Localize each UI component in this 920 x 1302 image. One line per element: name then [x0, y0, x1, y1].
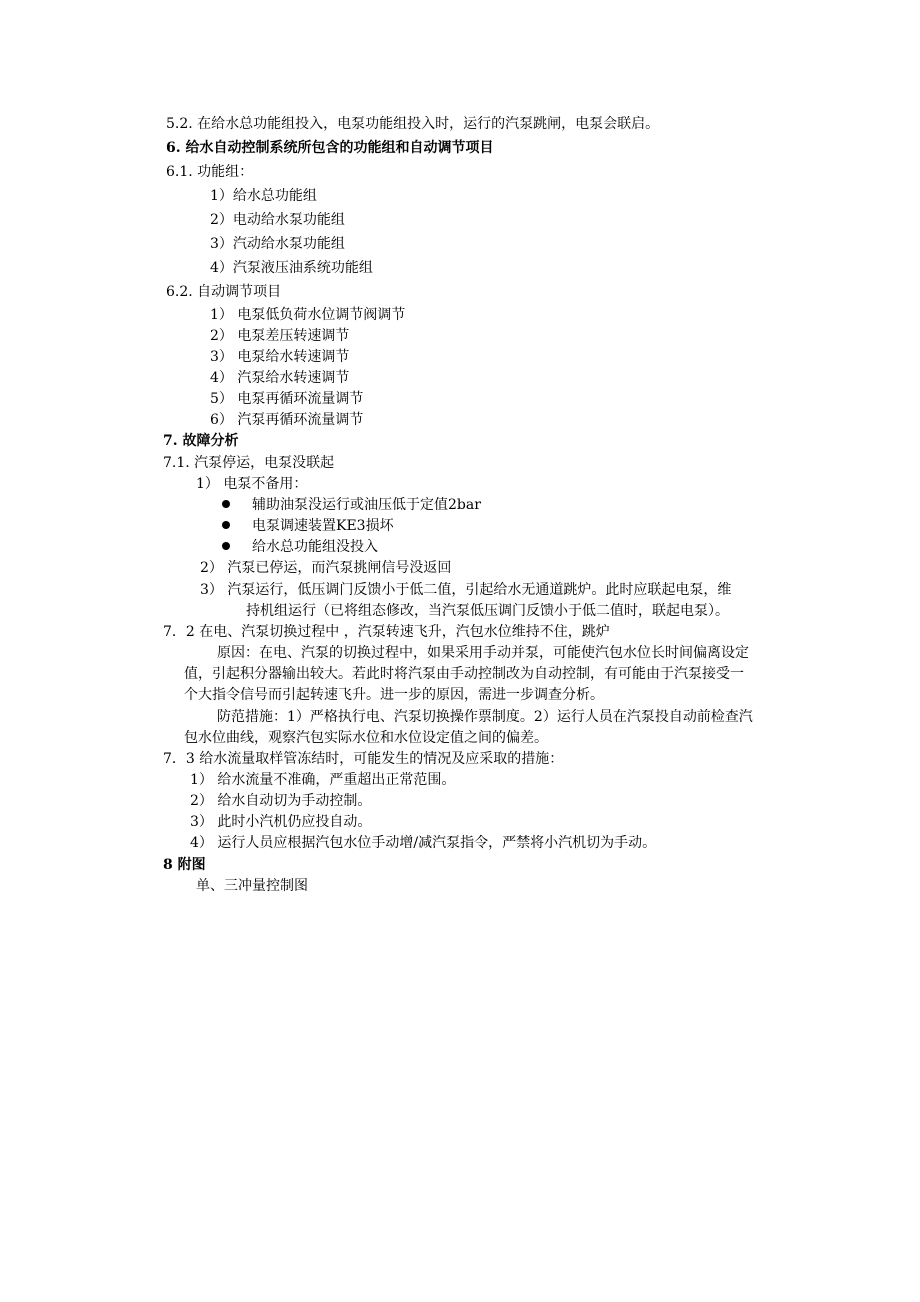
list-item: 3） 汽泵运行，低压调门反馈小于低二值，引起给水无通道跳炉。此时应联起电泵，维	[200, 582, 732, 598]
list-item: 3） 电泵给水转速调节	[210, 349, 350, 365]
bullet-item	[222, 537, 378, 557]
bullet-item	[222, 516, 394, 536]
list-item: 6） 汽泵再循环流量调节	[210, 412, 364, 428]
list-item: 1） 电泵不备用：	[196, 476, 308, 492]
section-7-1: 7.1. 汽泵停运，电泵没联起	[163, 455, 335, 471]
section-8-heading: 8 附图	[163, 857, 206, 873]
paragraph-line: 值，引起积分器输出较大。若此时将汽泵由手动控制改为自动控制，有可能由于汽泵接受一	[184, 666, 744, 682]
list-item-continuation: 持机组运行（已将组态修改，当汽泵低压调门反馈小于低二值时，联起电泵）。	[246, 603, 729, 619]
paragraph-line: 个大指令信号而引起转速飞升。进一步的原因，需进一步调查分析。	[184, 687, 604, 703]
list-item: 4） 运行人员应根据汽包水位手动增/减汽泵指令，严禁将小汽机切为手动。	[190, 835, 657, 851]
list-item: 3）汽动给水泵功能组	[210, 236, 345, 252]
section-7-2: 7．2 在电、汽泵切换过程中 ，汽泵转速飞升，汽包水位维持不住，跳炉	[163, 624, 610, 640]
list-item: 1）给水总功能组	[210, 188, 317, 204]
bullet-icon	[222, 521, 230, 529]
paragraph-line: 原因：在电、汽泵的切换过程中，如果采用手动并泵，可能使汽包水位长时间偏离设定	[217, 645, 749, 661]
section-7-3: 7．3 给水流量取样管冻结时，可能发生的情况及应采取的措施：	[163, 751, 564, 767]
bullet-item	[222, 495, 481, 515]
list-item: 4）汽泵液压油系统功能组	[210, 260, 373, 276]
list-item: 2） 汽泵已停运，而汽泵挑闸信号没返回	[200, 560, 452, 576]
bullet-text: 给水总功能组没投入	[252, 539, 378, 555]
list-item: 3） 此时小汽机仍应投自动。	[190, 814, 372, 830]
list-item: 1） 给水流量不准确，严重超出正常范围。	[190, 772, 456, 788]
list-item: 1） 电泵低负荷水位调节阀调节	[210, 307, 406, 323]
list-item: 2） 电泵差压转速调节	[210, 328, 350, 344]
paragraph-line: 包水位曲线，观察汽包实际水位和水位设定值之间的偏差。	[184, 730, 548, 746]
section-7-heading: 7. 故障分析	[163, 433, 239, 449]
bullet-icon	[222, 500, 230, 508]
section-6-heading: 6. 给水自动控制系统所包含的功能组和自动调节项目	[166, 140, 494, 156]
bullet-icon	[222, 542, 230, 550]
section-5-2: 5.2. 在给水总功能组投入，电泵功能组投入时，运行的汽泵跳闸，电泵会联启。	[166, 116, 660, 132]
list-item: 4） 汽泵给水转速调节	[210, 370, 350, 386]
section-6-2: 6.2. 自动调节项目	[166, 284, 282, 300]
list-item: 2） 给水自动切为手动控制。	[190, 793, 372, 809]
bullet-text: 辅助油泵没运行或油压低于定值2bar	[252, 497, 481, 513]
list-item: 5） 电泵再循环流量调节	[210, 391, 364, 407]
paragraph-line: 防范措施：1）严格执行电、汽泵切换操作票制度。2）运行人员在汽泵投自动前检查汽	[217, 709, 753, 725]
section-6-1: 6.1. 功能组：	[166, 164, 254, 180]
bullet-text: 电泵调速装置KE3损坏	[252, 518, 394, 534]
list-item: 单、三冲量控制图	[196, 878, 308, 894]
list-item: 2）电动给水泵功能组	[210, 212, 345, 228]
